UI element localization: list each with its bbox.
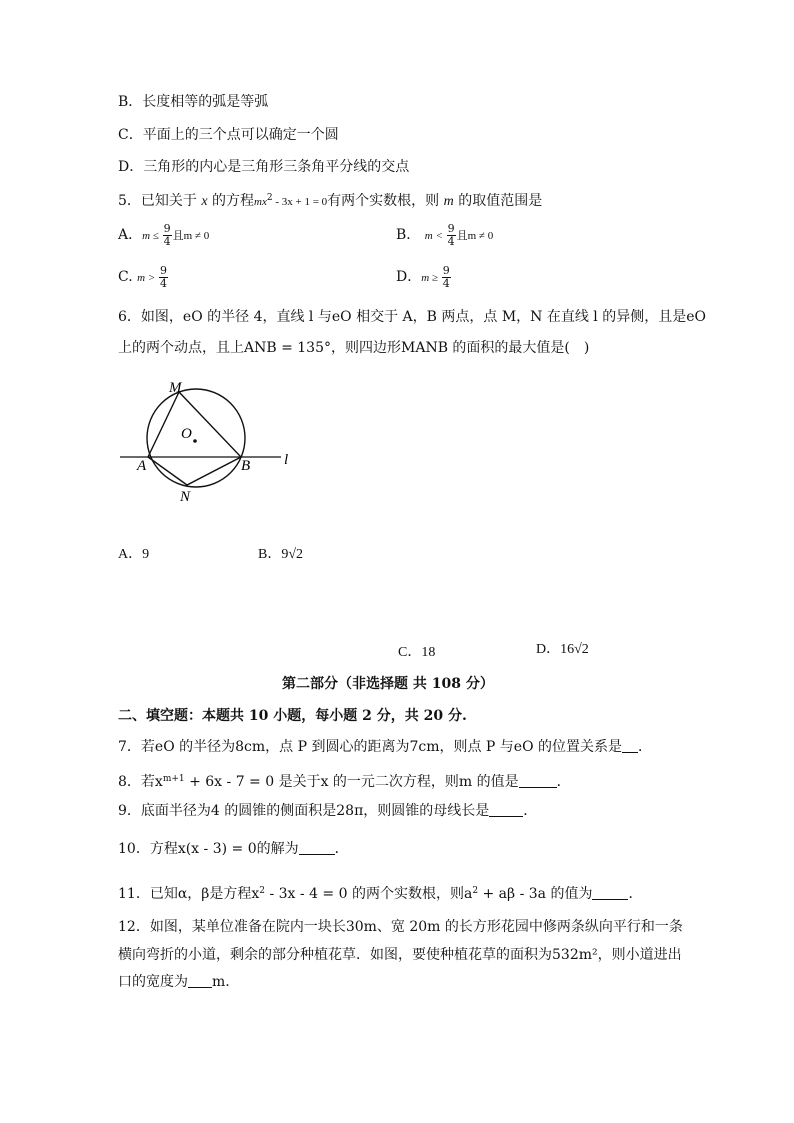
q5-stem-a: 5．已知关于 [118,193,202,209]
q5-eq-rest: - 3x + 1 = 0 [272,196,328,208]
q11-exponent-2: 2 [472,886,479,896]
q10 [118,840,349,858]
q6-option-c: C．18 [398,645,436,660]
fraction-denominator: 4 [442,276,450,290]
q5-option-c-label: C. [118,269,138,285]
fraction-denominator: 4 [160,276,167,290]
q5-option-a [118,220,209,251]
q7-end: ． [638,739,653,755]
fraction-numerator: 9 [442,263,450,277]
q8-end: ． [556,774,571,790]
q11-text-a: 11．已知α，β是方程x [118,886,260,902]
q5-option-c [118,262,169,293]
q5-option-b-fraction [447,223,456,248]
q4-option-c: C．平面上的三个点可以确定一个圆 [118,127,339,143]
q5-option-b-post: 且m ≠ 0 [456,230,494,242]
q6-option-b: B．9√2 [258,547,304,562]
fraction-numerator: 9 [447,221,455,235]
q12-line1: 12．如图，某单位准备在院内一块长30m、宽 20m 的长方形花园中修两条纵向平行和一条 [118,919,683,935]
q6-option-a: A．9 [118,547,150,562]
figure-quadrilateral [148,392,241,485]
fill-in-heading: 二、填空题：本题共 10 小题，每小题 2 分，共 20 分. [118,708,467,724]
q5-stem-b: 的方程 [207,193,255,209]
q5-stem-d: 的取值范围是 [453,193,543,209]
answer-blank [489,804,523,817]
q5-eq-exp: 2 [266,193,273,203]
q10-end: ． [334,841,349,857]
q5-option-a-post: 且m ≠ 0 [172,230,210,242]
q5-option-c-fraction [159,265,168,290]
q11-exponent: 2 [259,886,265,896]
q11-end: ． [628,886,643,902]
q5-option-a-fraction [163,223,172,248]
figure-label-a: A [137,458,147,474]
q6-figure [115,378,305,506]
fraction-denominator: 4 [447,234,455,248]
answer-blank [519,775,557,788]
fraction-numerator: 9 [160,263,167,277]
answer-blank [188,975,212,988]
q6-option-d: D．16√2 [536,642,589,657]
answer-blank [592,887,628,900]
q5-eq-m: mx [254,196,267,208]
q4-option-b: B．长度相等的弧是等弧 [118,94,269,110]
figure-circle [147,389,245,487]
figure-label-b: B [241,458,251,474]
q5-var-x: x [201,194,208,209]
q9-text: 9．底面半径为4 的圆锥的侧面积是28π，则圆锥的母线长是 [118,803,490,819]
q11 [118,882,642,903]
q5-option-a-pre: m ≤ [142,230,162,242]
part2-heading: 第二部分（非选择题 共 108 分） [282,676,494,692]
fraction-denominator: 4 [163,234,171,248]
q5-option-d-pre: m ≥ [421,272,441,284]
q12-line2: 横向弯折的小道，剩余的部分种植花草．如图，要使种植花草的面积为532m²，则小道进出 [118,947,682,963]
figure-label-n: N [180,489,191,505]
q10-text: 10．方程x(x - 3) = 0的解为 [118,841,299,857]
q7-text: 7．若eO 的半径为8cm，点 P 到圆心的距离为7cm，则点 P 与eO 的位置关系是 [118,739,623,755]
q5-option-d-label: D． [396,269,422,285]
q5-stem [118,189,542,211]
q5-option-d-fraction [442,265,451,290]
q11-text-c: + aβ - 3a 的值为 [478,886,593,902]
q5-option-b-pre: m < [424,230,446,242]
q5-option-d [396,262,452,293]
fraction-numerator: 9 [163,221,171,235]
q12-line3-text: 口的宽度为 [118,974,188,990]
q5-var-m: m [443,194,454,209]
q5-option-a-label: A． [118,227,143,243]
figure-label-m: M [169,380,182,396]
q9-end: ． [523,803,538,819]
q8-text-a: 8．若x [118,774,163,790]
q8 [118,770,571,791]
q8-exponent: m+1 [162,774,185,784]
q5-stem-c: 有两个实数根，则 [327,193,444,209]
q7 [118,738,652,756]
q5-option-c-pre: m > [137,272,158,284]
figure-center-dot [193,439,197,443]
figure-label-l: l [284,452,289,468]
q5-option-b [396,220,493,251]
q9 [118,802,537,820]
figure-label-o: O [181,426,192,442]
q8-text-b: + 6x - 7 = 0 是关于x 的一元二次方程，则m 的值是 [184,774,519,790]
q12-line3-unit: m. [212,974,230,990]
q6-stem-line1: 6．如图，eO 的半径 4，直线 l 与eO 相交于 A，B 两点，点 M，N 在直线 l 的异侧，且是eO [118,309,706,325]
q4-option-d: D．三角形的内心是三角形三条角平分线的交点 [118,159,410,175]
q6-stem-line2: 上的两个动点，且上ANB = 135°，则四边形MANB 的面积的最大值是( ) [118,340,590,356]
answer-blank [622,740,638,753]
q12-line3 [118,973,230,991]
answer-blank [299,842,335,855]
q11-text-b: - 3x - 4 = 0 的两个实数根，则a [265,886,473,902]
q5-option-b-label: B． [396,227,425,243]
